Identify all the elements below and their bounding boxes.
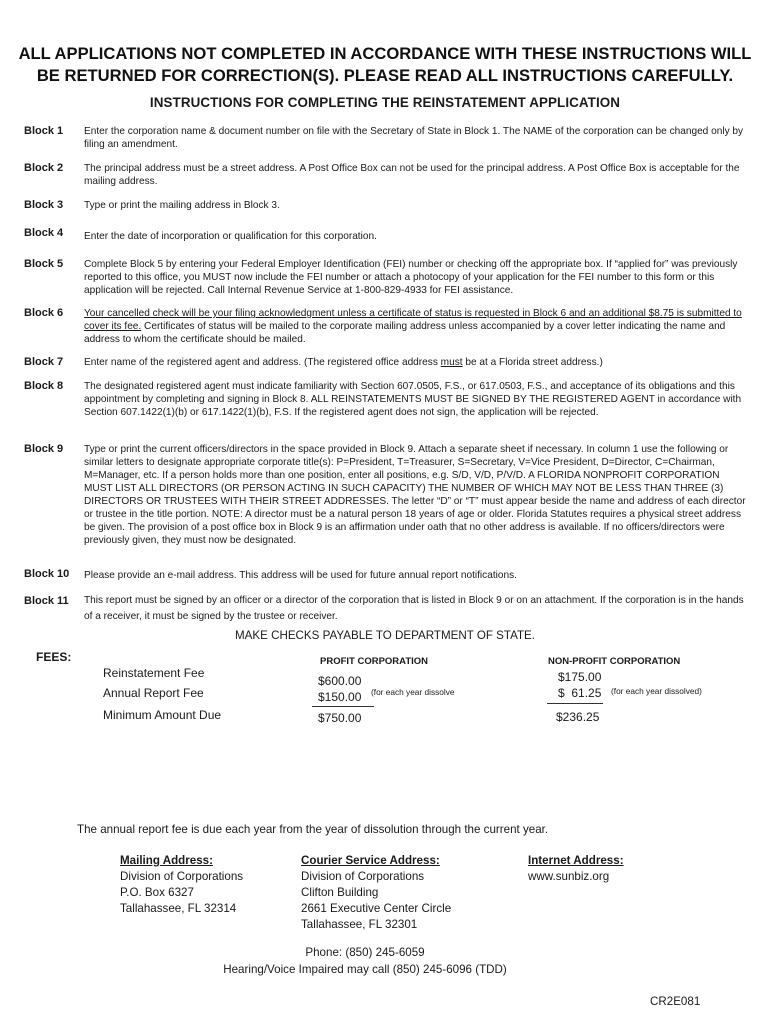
profit-minimum-due: $750.00 <box>318 711 362 725</box>
mailing-address-line: P.O. Box 6327 <box>120 886 194 899</box>
fee-row-annual-report: Annual Report Fee <box>103 686 204 700</box>
block-1-text: Enter the corporation name & document number on file with the Secretary of State in Block 1. The NAME of the corporation can be changed only by filing an amendment. <box>84 126 744 150</box>
block-2-text: The principal address must be a street address. A Post Office Box can not be used for the principal address. A Post Office Box is acceptable for the mailing address. <box>84 163 740 187</box>
block-11-label: Block 11 <box>24 595 69 607</box>
profit-annual-note: (for each year dissolve <box>371 687 455 697</box>
block-7-text-start: Enter name of the registered agent and address. (The registered office address <box>84 357 441 368</box>
block-6-text <box>84 307 750 346</box>
block-11-text: This report must be signed by an officer or a director of the corporation that is listed in Block 9 or on an attachment. If the corporation is in the hands of a receiver, it must be signed by the trustee or receiver. <box>84 595 744 622</box>
nonprofit-annual-note: (for each year dissolved) <box>611 686 702 696</box>
tdd-number: Hearing/Voice Impaired may call (850) 245-6096 (TDD) <box>223 963 507 976</box>
nonprofit-minimum-due: $236.25 <box>556 710 600 724</box>
courier-address-line: Tallahassee, FL 32301 <box>301 918 418 931</box>
fee-row-reinstatement: Reinstatement Fee <box>103 666 205 680</box>
block-4-text: Enter the date of incorporation or qualification for this corporation. <box>84 231 377 242</box>
block-3-label: Block 3 <box>24 199 64 211</box>
fees-label: FEES: <box>36 650 72 664</box>
block-4-label: Block 4 <box>24 227 64 239</box>
block-8-text: The designated registered agent must indicate familiarity with Section 607.0505, F.S., or 617.0503, F.S., and acceptance of its obligations and this appointment by completing and signing in Block 8. ALL REINSTATEMENTS MUST BE SIGNED BY THE REGISTERED AGENT in accordance with Section 607.1422(1)(b) or 617.1422(1)(b), F.S. If the registered agent does not sign, the application will be rejected. <box>84 381 742 418</box>
contact-phone <box>0 944 730 978</box>
nonprofit-reinstatement-fee: $175.00 <box>558 670 602 684</box>
block-7-text <box>84 356 750 369</box>
profit-annual-fee: $150.00 <box>318 690 362 704</box>
fee-row-minimum: Minimum Amount Due <box>103 708 222 722</box>
mailing-address <box>120 853 243 917</box>
annual-fee-note: The annual report fee is due each year from the year of dissolution through the current year. <box>77 823 549 836</box>
nonprofit-corporation-heading: NON-PROFIT CORPORATION <box>548 656 681 667</box>
block-6-label: Block 6 <box>24 307 64 319</box>
instructions-title: INSTRUCTIONS FOR COMPLETING THE REINSTATEMENT APPLICATION <box>149 95 621 110</box>
warning-line-2: BE RETURNED FOR CORRECTION(S). PLEASE READ ALL INSTRUCTIONS CAREFULLY. <box>36 66 734 85</box>
block-5-text: Complete Block 5 by entering your Federal Employer Identification (FEI) number or checking off the appropriate box. If “applied for” was previously reported to this office, you MUST now include the FEI number or attach a photocopy of your application for the FEI number to this form or this application will be rejected. Call Internal Revenue Service at 1-800-829-4933 for FEI assistance. <box>84 259 738 296</box>
block-9-label: Block 9 <box>24 443 64 455</box>
mailing-address-heading: Mailing Address: <box>120 854 213 867</box>
internet-address-heading: Internet Address: <box>528 854 624 867</box>
courier-address-line: Clifton Building <box>301 886 379 899</box>
block-7-label: Block 7 <box>24 356 64 368</box>
nonprofit-total-rule <box>547 703 603 704</box>
courier-address-line: 2661 Executive Center Circle <box>301 902 452 915</box>
checks-payable-note: MAKE CHECKS PAYABLE TO DEPARTMENT OF STATE. <box>235 629 535 642</box>
warning-banner <box>14 43 756 87</box>
profit-corporation-heading: PROFIT CORPORATION <box>320 656 429 667</box>
block-6-rest-text: Certificates of status will be mailed to the corporate mailing address unless accompanied by a cover letter indicating the name and address to whom the certificate should be mailed. <box>84 321 726 345</box>
courier-address <box>301 853 451 933</box>
block-8-label: Block 8 <box>24 380 64 392</box>
profit-reinstatement-fee: $600.00 <box>318 674 362 688</box>
block-7-underlined-word: must <box>440 357 463 368</box>
block-6-underlined-text: Your cancelled check will be your filing acknowledgment unless a certificate of status is requested in Block 6 and an additional $8.75 is submitted to cover its fee. <box>84 308 742 332</box>
internet-address-url[interactable]: www.sunbiz.org <box>528 870 610 883</box>
block-3-text: Type or print the mailing address in Block 3. <box>84 200 280 211</box>
form-code: CR2E081 <box>650 995 701 1008</box>
nonprofit-annual-fee: $ 61.25 <box>558 686 602 700</box>
warning-line-1: ALL APPLICATIONS NOT COMPLETED IN ACCORDANCE WITH THESE INSTRUCTIONS WILL <box>18 44 752 63</box>
mailing-address-line: Tallahassee, FL 32314 <box>120 902 237 915</box>
block-9-text: Type or print the current officers/directors in the space provided in Block 9. Attach a separate sheet if necessary. In column 1 use the following or similar letters to designate appropriate corporate title(s): P=President, T=Treasurer, S=Secretary, V=Vice President, D=Director, C=Chairman, M=Manager, etc. If a person holds more than one position, enter all positions, e.g. S/D, V/D, P/V/D. A FLORIDA NONPROFIT CORPORATION MUST LIST ALL DIRECTORS (OR PERSON ACTING IN SUCH CAPACITY) THE NUMBER OF WHICH MAY NOT BE LESS THAN THREE (3) DIRECTORS OR TRUSTEES WITH THEIR STREET ADDRESSES. The letter “D” or “T” must appear beside the name and address of each director or trustee in the title portion. NOTE: A director must be a natural person 18 years of age or older. Florida Statutes requires a physical street address be given. The provision of a post office box in Block 9 is an affirmation under oath that no other address is available. If no officers/directors were previously given, they must now be designated. <box>84 444 746 546</box>
block-10-text: Please provide an e-mail address. This address will be used for future annual report notifications. <box>84 570 517 581</box>
internet-address <box>528 853 624 885</box>
block-1-label: Block 1 <box>24 125 64 137</box>
block-5-label: Block 5 <box>24 258 64 270</box>
courier-address-heading: Courier Service Address: <box>301 854 440 867</box>
phone-number: Phone: (850) 245-6059 <box>305 946 425 959</box>
mailing-address-line: Division of Corporations <box>120 870 244 883</box>
profit-total-rule <box>312 706 374 707</box>
block-10-label: Block 10 <box>24 568 70 580</box>
block-7-text-end: be at a Florida street address.) <box>462 357 603 368</box>
courier-address-line: Division of Corporations <box>301 870 425 883</box>
block-2-label: Block 2 <box>24 162 64 174</box>
